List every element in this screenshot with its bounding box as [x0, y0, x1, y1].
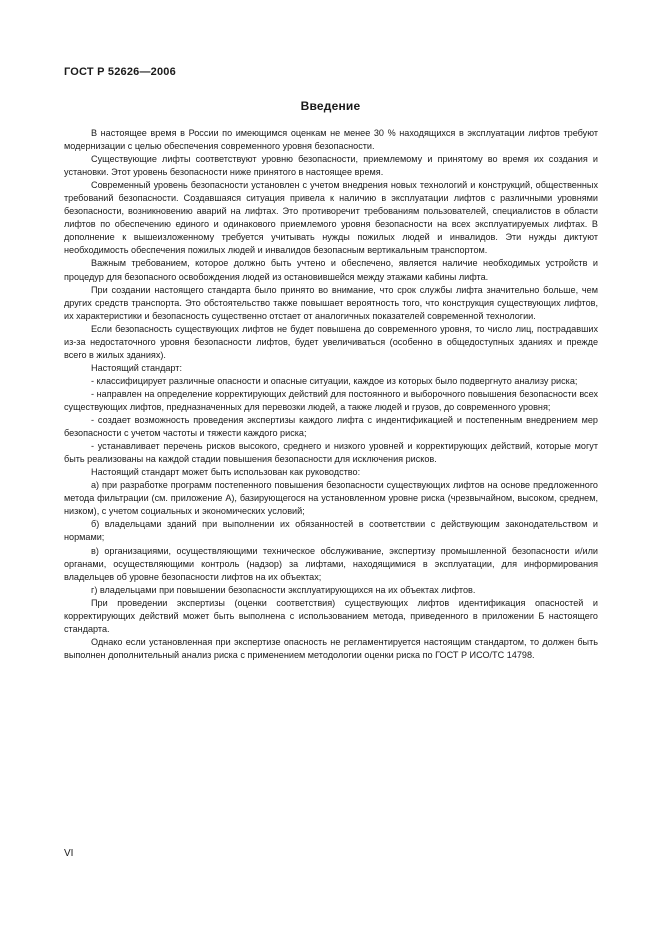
paragraph: Существующие лифты соответствуют уровню безопасности, приемлемому и принятому во время их создания и установки. Этот уровень безопасности ниже принятого в настоящее время.	[64, 154, 598, 178]
paragraph: В настоящее время в России по имеющимся оценкам не менее 30 % находящихся в эксплуатации лифтов требуют модернизации с целью обеспечения современного уровня безопасности.	[64, 128, 598, 152]
section-title: Введение	[300, 99, 361, 113]
paragraph: Однако если установленная при экспертизе опасность не регламентируется настоящим стандартом, то должен быть выполнен дополнительный анализ риска с применением методологии оценки риска по ГОСТ Р ИСО/ТС 14798.	[64, 636, 598, 660]
list-item: в) организациями, осуществляющими техническое обслуживание, экспертизу промышленной безопасности и/или органами, осуществляющими контроль (надзор) за лифтами, находящимися в эксплуатации, для информирования владельцев об уровне безопасности лифтов на их объектах;	[64, 545, 598, 582]
list-item: - направлен на определение корректирующих действий для постоянного и выборочного повышения безопасности всех существующих лифтов, предназначенных для перевозки людей, а также людей и грузов, до современного уровня;	[64, 388, 598, 412]
paragraph: Если безопасность существующих лифтов не будет повышена до современного уровня, то число лиц, пострадавших из-за недостаточного уровня безопасности лифтов, будет увеличиваться (особенно в общедоступных зданиях и прежде всего в жилых зданиях).	[64, 323, 598, 360]
paragraph: Настоящий стандарт:	[91, 362, 182, 373]
paragraph: Настоящий стандарт может быть использован как руководство:	[91, 467, 361, 478]
list-item: а) при разработке программ постепенного повышения безопасности существующих лифтов на основе предложенного метода фильтрации (см. приложение А), базирующегося на установленном уровне риска (чрезвычайном, высоком, среднем, низком), с учетом социальных и экономических условий;	[64, 480, 598, 517]
page-number: VI	[64, 848, 74, 859]
list-item: г) владельцами при повышении безопасности эксплуатирующихся на их объектах лифтов.	[91, 584, 476, 595]
body-text	[64, 127, 598, 662]
list-item: б) владельцами зданий при выполнении их обязанностей в соответствии с действующим законодательством и нормами;	[64, 519, 598, 543]
paragraph: При проведении экспертизы (оценки соответствия) существующих лифтов идентификация опасностей и корректирующих действий может быть выполнена с использованием метода, приведенного в приложении Б настоящего стандарта.	[64, 597, 598, 634]
paragraph: Современный уровень безопасности установлен с учетом внедрения новых технологий и конструкций, общественных требований безопасности. Создавшаяся ситуация привела к наличию в эксплуатации лифтов с различными уровнями безопасности, возникновению аварий на лифтах. Это противоречит требованиям пользователей, специалистов в области лифтов по обеспечению единого и одинакового приемлемого уровня безопасности на всех эксплуатируемых лифтах. В дополнение к вышеизложенному требуется учитывать нужды пожилых людей и инвалидов. Эти нужды диктуют необходимость обеспечения пожилых людей и инвалидов безопасным вертикальным транспортом.	[64, 180, 598, 256]
paragraph: Важным требованием, которое должно быть учтено и обеспечено, является наличие необходимых устройств и процедур для безопасного освобождения людей из остановившейся между этажами кабины лифта.	[64, 258, 598, 282]
list-item: - создает возможность проведения экспертизы каждого лифта с индентификацией и постепенным внедрением мер безопасности с учетом частоты и тяжести каждого риска;	[64, 415, 598, 439]
paragraph: При создании настоящего стандарта было принято во внимание, что срок службы лифта значительно больше, чем других средств транспорта. Это обстоятельство также повышает вероятность того, что конструкция существующих лифтов, их характеристики и безопасность существенно отстает от аналогичных показателей современной технологии.	[64, 284, 598, 321]
document-header: ГОСТ Р 52626—2006	[64, 66, 176, 78]
list-item: - устанавливает перечень рисков высокого, среднего и низкого уровней и корректирующих действий, которые могут быть реализованы на каждой стадии повышения безопасности для исключения рисков.	[64, 441, 598, 465]
list-item: - классифицирует различные опасности и опасные ситуации, каждое из которых было подвергнуто анализу риска;	[91, 375, 578, 386]
